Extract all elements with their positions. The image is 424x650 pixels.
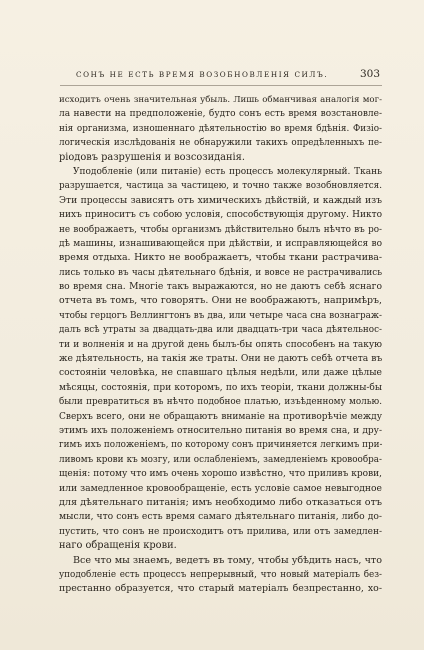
paragraph-start-line: Уподобленіе (или питаніе) есть процессъ молекулярный. Ткань — [73, 166, 382, 177]
text-line: нія организма, изношеннаго дѣятельностію во время бдѣнія. Физіо- — [59, 123, 382, 134]
text-line: или замедленное кровообращеніе, есть условіе самое невыгодное — [59, 482, 382, 494]
text-line: дѣ машины, изнашивающейся при дѣйствіи, и исправляющейся во — [59, 238, 382, 249]
text-line: мысли, что сонъ есть время самаго дѣятельнаго питанія, либо до- — [59, 511, 382, 523]
text-line: логическія изслѣдованія не обнаружили такихъ опредѣленныхъ пе- — [59, 138, 382, 149]
text-line: ла навести на предположеніе, будто сонъ есть время возстановле- — [59, 109, 382, 120]
body-text — [59, 93, 382, 597]
text-line: разрушается, частица за частицею, и точно также возобновляется. — [59, 181, 382, 192]
header-rule — [60, 85, 382, 86]
text-line: отчета въ томъ, что говорятъ. Они не воображаютъ, напримѣръ, — [59, 295, 382, 307]
text-line: нихъ приноситъ съ собою условія, способствующія другому. Никто — [59, 210, 382, 221]
text-line: ливомъ крови къ мозгу, или ослабленіемъ, замедленіемъ кровообра- — [59, 454, 382, 465]
text-line: же дѣятельность, на такія же траты. Они не даютъ себѣ отчета въ — [59, 353, 382, 365]
paragraph-start-line: Все что мы знаемъ, ведетъ въ тому, чтобы убѣдить насъ, что — [73, 554, 382, 566]
text-line: чтобы герцогъ Веллингтонъ въ два, или четыре часа сна вознаграж- — [59, 310, 382, 321]
text-line: пустить, что сонъ не происходитъ отъ прилива, или отъ замедлен- — [59, 526, 382, 537]
text-line: ріодовъ разрушенія и возсозиданія. — [59, 151, 245, 163]
page-number: 303 — [359, 68, 380, 80]
text-line: уподобленіе есть процессъ непрерывный, что новый матеріалъ без- — [59, 569, 382, 580]
text-line: не воображаетъ, чтобы организмъ дѣйствительно былъ нѣчто въ ро- — [59, 224, 382, 235]
text-line: гимъ ихъ положеніемъ, по которому сонъ причиняется легкимъ при- — [59, 440, 382, 451]
text-line: далъ всѣ утраты за двадцать-два или двадцать-три часа дѣятельнос- — [59, 325, 382, 336]
text-line: были превратиться въ нѣчто подобное платью, изъѣденному молью. — [59, 397, 382, 408]
running-head: СОНЪ НЕ ЕСТЬ ВРЕМЯ ВОЗОБНОВЛЕНІЯ СИЛЪ. — [76, 70, 329, 79]
text-line: состояніи человѣка, не спавшаго цѣлыя недѣли, или даже цѣлые — [59, 367, 382, 379]
text-line: щенія: потому что имъ очень хорошо извѣстно, что приливъ крови, — [59, 469, 382, 480]
text-line: во время сна. Многіе такъ выражаются, но не даютъ себѣ яснаго — [59, 281, 382, 293]
text-line: престанно образуется, что старый матеріалъ безпрестанно, хо- — [59, 583, 382, 595]
text-line: исходитъ очень значительная убыль. Лишь обманчивая аналогія мог- — [59, 95, 382, 105]
text-line: этимъ ихъ положеніемъ относительно питанія во время сна, и дру- — [59, 425, 382, 436]
text-line: для дѣятельнаго питанія; имъ необходимо либо отказаться отъ — [59, 496, 382, 508]
page-header — [76, 68, 380, 82]
text-line: Эти процессы зависятъ отъ химическихъ дѣйствій, и каждый изъ — [59, 194, 382, 206]
text-line: ти и волненія и на другой день былъ-бы опять способенъ на такую — [59, 339, 382, 350]
text-line: Сверхъ всего, они не обращаютъ вниманіе на противорѣчіе между — [59, 411, 382, 422]
text-line: наго обращенія крови. — [59, 540, 177, 552]
text-line: мѣсяцы, состоянія, при которомъ, по ихъ теоріи, ткани должны-бы — [59, 382, 382, 393]
text-line: время отдыха. Никто не воображаетъ, чтобы ткани растрачива- — [59, 252, 382, 264]
text-line: лись только въ часы дѣятельнаго бдѣнія, и вовсе не растрачивались — [59, 267, 382, 278]
